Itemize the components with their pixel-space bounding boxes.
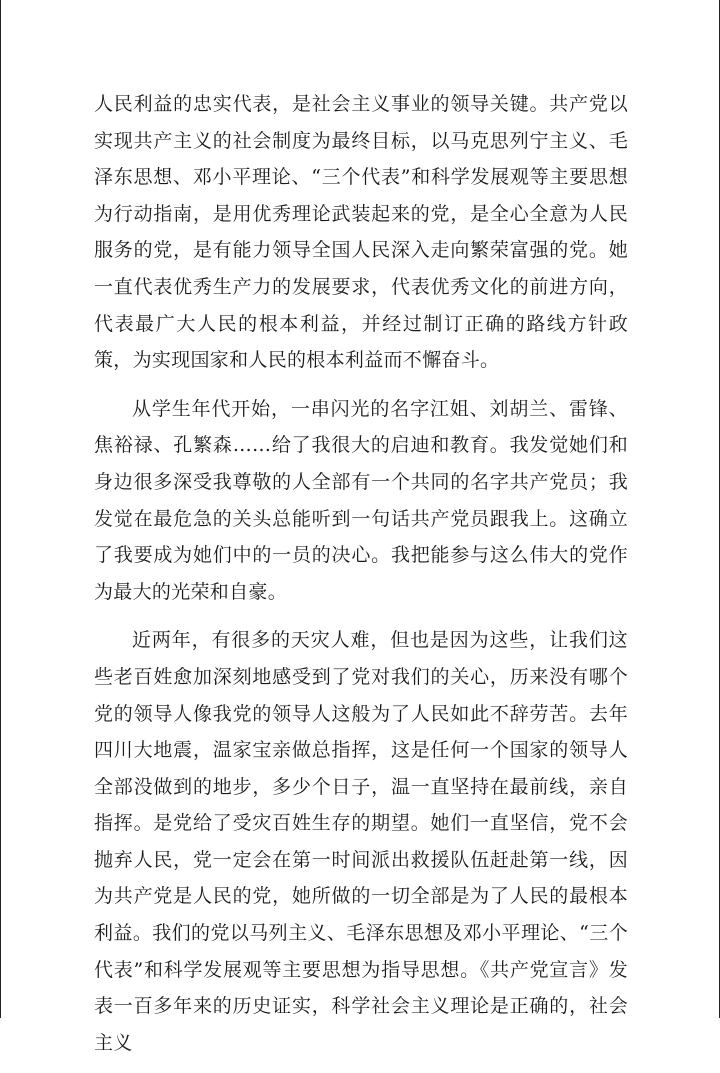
paragraph-2: 从学生年代开始，一串闪光的名字江姐、刘胡兰、雷锋、焦裕禄、孔繁森……给了我很大的启迪和教育。我发觉她们和身边很多深受我尊敬的人全部有一个共同的名字共产党员；我发觉在最危急的关头总能听到一句话共产党员跟我上。这确立了我要成为她们中的一员的决心。我把能参与这么伟大的党作为最大的光荣和自豪。	[94, 397, 628, 603]
page-border-left	[0, 0, 1, 1018]
paragraph-3: 近两年，有很多的天灾人难，但也是因为这些，让我们这些老百姓愈加深刻地感受到了党对我们的关心，历来没有哪个党的领导人像我党的领导人这般为了人民如此不辞劳苦。去年四川大地震，温家宝亲做总指挥，这是任何一个国家的领导人全部没做到的地步，多少个日子，温一直坚持在最前线，亲自指挥。是党给了受灾百姓生存的期望。她们一直坚信，党不会抛弃人民，党一定会在第一时间派出救援队伍赶赴第一线，因为共产党是人民的党，她所做的一切全部是为了人民的最根本利益。我们的党以马列主义、毛泽东思想及邓小平理论、“三个代表”和科学发展观等主要思想为指导思想。《共产党宣言》发表一百多年来的历史证实，科学社会主义理论是正确的，社会主义	[94, 629, 628, 1054]
document-body	[94, 86, 628, 1073]
paragraph-1: 人民利益的忠实代表，是社会主义事业的领导关键。共产党以实现共产主义的社会制度为最终目标，以马克思列宁主义、毛泽东思想、邓小平理论、“三个代表”和科学发展观等主要思想为行动指南，是用优秀理论武装起来的党，是全心全意为人民服务的党，是有能力领导全国人民深入走向繁荣富强的党。她一直代表优秀生产力的发展要求，代表优秀文化的前进方向，代表最广大人民的根本利益，并经过制订正确的路线方针政策，为实现国家和人民的根本利益而不懈奋斗。	[94, 93, 628, 372]
